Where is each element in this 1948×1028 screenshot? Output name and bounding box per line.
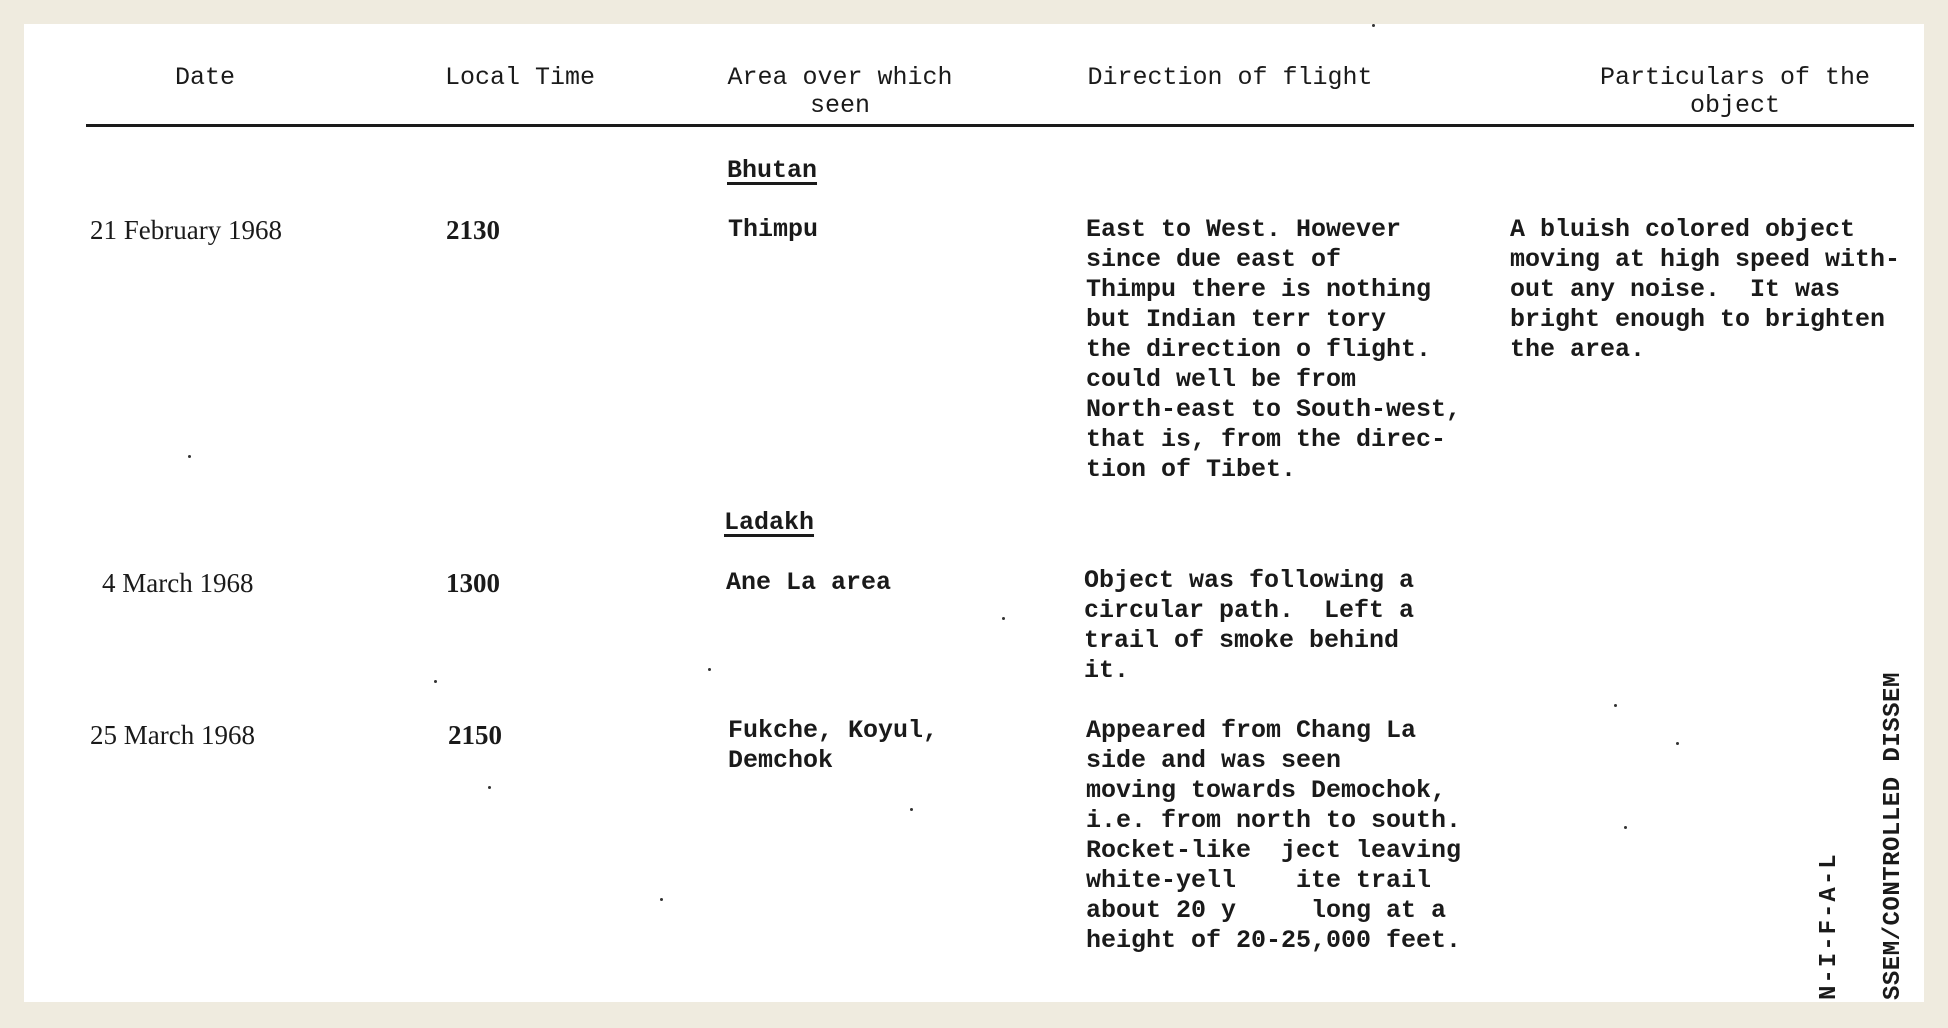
scan-speck [1002,617,1005,620]
scan-speck [660,898,663,901]
header-particulars: Particulars of the object [1599,63,1871,120]
row-direction: Object was following a circular path. Left a trail of smoke behind it. [1084,566,1415,685]
section-heading-bhutan: Bhutan [727,156,818,185]
side-dissem-marking: SSEM/CONTROLLED DISSEM [1880,672,1907,1000]
row-date: 21 February 1968 [90,215,282,245]
header-direction: Direction of flight [1087,63,1373,92]
header-rule [86,124,1914,127]
row-date: 25 March 1968 [90,720,255,750]
header-area: Area over which seen [727,63,953,120]
scan-speck [910,808,913,811]
scan-speck [434,680,437,683]
scan-speck [188,455,191,458]
scan-speck [1372,24,1375,27]
row-date: 4 March 1968 [102,568,254,598]
side-classification-code: N-I-F-A-L [1816,852,1843,1000]
scan-speck [1614,704,1617,707]
row-area: Ane La area [726,568,892,597]
header-local-time: Local Time [444,63,596,92]
scan-speck [488,786,491,789]
header-date: Date [174,63,235,92]
scan-speck [1676,742,1679,745]
row-direction: Appeared from Chang La side and was seen moving towards Demochok, i.e. from north to south. Rocket-like ject leaving white-yell ite trail about 20 y long at a height of 20-25,000 feet. [1086,716,1462,955]
row-time: 1300 [446,568,500,598]
section-heading-ladakh: Ladakh [724,508,815,537]
scan-speck [708,668,711,671]
row-area: Fukche, Koyul, Demchok [728,716,939,775]
row-direction: East to West. However since due east of Thimpu there is nothing but Indian terr tory the direction o flight. could well be from North-east to South-west, that is, from the direc- tion of Tibet. [1086,215,1462,484]
scan-speck [1624,826,1627,829]
row-area: Thimpu [728,215,819,244]
row-time: 2150 [448,720,502,750]
row-particulars: A bluish colored object moving at high speed with- out any noise. It was bright enough to brighten the area. [1510,215,1901,364]
row-time: 2130 [446,215,500,245]
